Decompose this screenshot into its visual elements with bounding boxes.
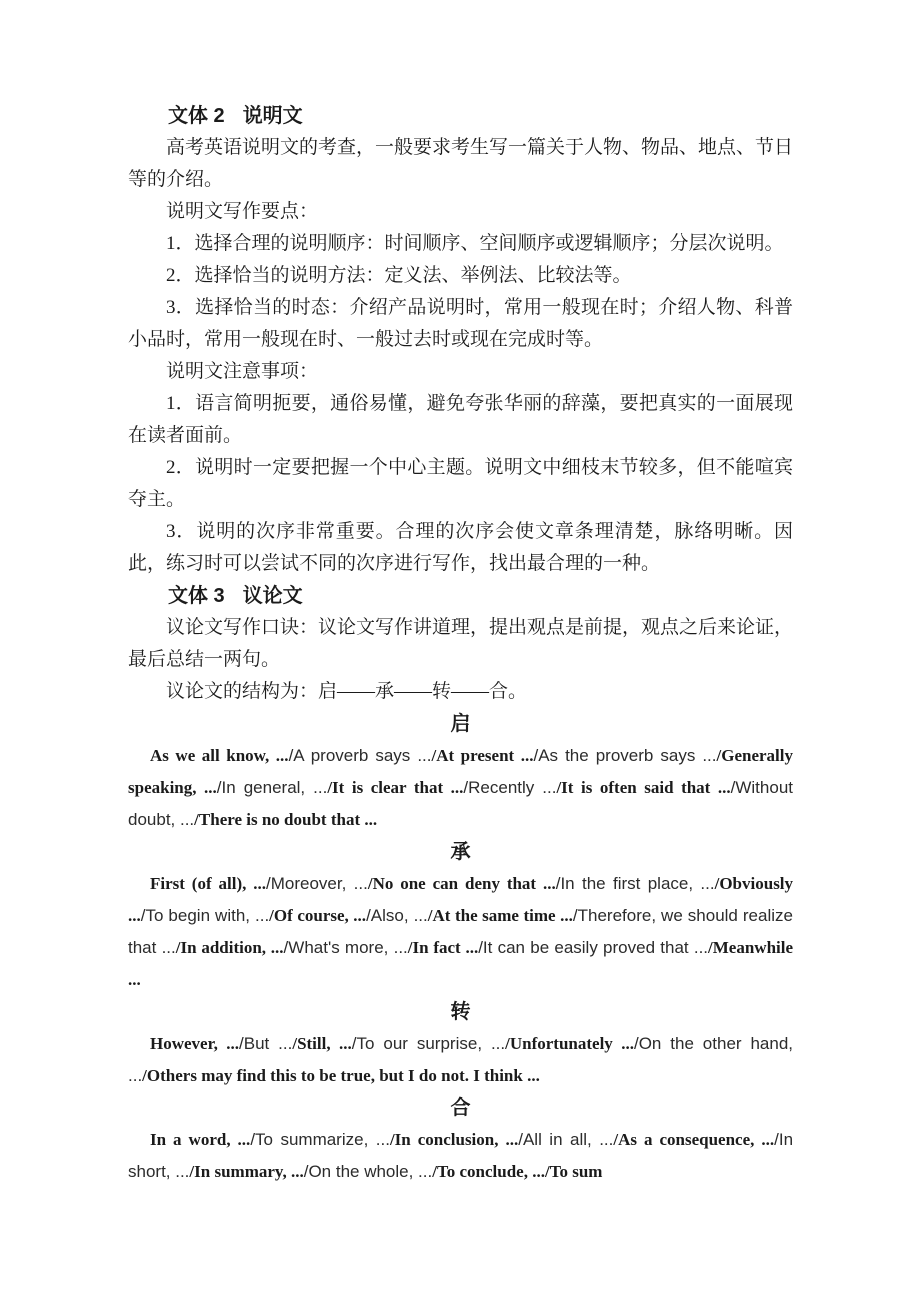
phrase-segment: /It can be easily proved that ...: [478, 938, 709, 957]
argumentative-heading-number: 文体 3: [168, 585, 225, 607]
phrase-segment: /Meanwhile ...: [128, 938, 794, 989]
expository-note-3: 3．说明的次序非常重要。合理的次序会使文章条理清楚，脉络明晰。因此，练习时可以尝试不同的次序进行写作，找出最合理的一种。: [128, 521, 793, 574]
phrase-segment: /On the whole, ...: [303, 1162, 433, 1181]
phrase-segment: /It is often said that ...: [556, 778, 731, 797]
phrase-segment: /It is clear that ...: [327, 778, 464, 797]
stage-phrases-cheng: [128, 868, 793, 996]
expository-heading: [128, 100, 793, 132]
phrase-segment: However, ...: [150, 1034, 240, 1053]
phrase-segment: /To our surprise, ...: [351, 1034, 506, 1053]
phrase-segment: /As the proverb says ...: [533, 746, 717, 765]
phrase-segment: /No one can deny that ...: [367, 874, 556, 893]
stage-block-cheng: [128, 836, 793, 996]
phrase-segment: /In conclusion, ...: [389, 1130, 519, 1149]
phrase-segment: In a word, ...: [150, 1130, 251, 1149]
argumentative-structure-paragraph: 议论文的结构为：启——承——转——合。: [166, 681, 528, 702]
phrase-segment: /But ...: [239, 1034, 293, 1053]
stage-title-cheng: 承: [450, 841, 471, 863]
stage-block-qi: [128, 708, 793, 836]
phrase-segment: /In general, ...: [216, 778, 328, 797]
phrase-segment: /There is no doubt that ...: [194, 810, 378, 829]
expository-point-3: 3．选择恰当的时态：介绍产品说明时，常用一般现在时；介绍人物、科普小品时，常用一般现在时、一般过去时或现在完成时等。: [128, 297, 793, 350]
phrase-segment: /To conclude, ...: [432, 1162, 545, 1181]
expository-note-2: 2．说明时一定要把握一个中心主题。说明文中细枝末节较多，但不能喧宾夺主。: [128, 457, 793, 510]
phrase-segment: /To begin with, ...: [140, 906, 270, 925]
phrase-segment: /At present ...: [431, 746, 534, 765]
phrase-segment: As we all know, ...: [150, 746, 289, 765]
stage-phrases-zhuan: [128, 1028, 793, 1092]
expository-point-1: 1．选择合理的说明顺序：时间顺序、空间顺序或逻辑顺序；分层次说明。: [166, 233, 784, 254]
expository-heading-title: 说明文: [242, 105, 303, 127]
phrase-segment: /Without doubt, ...: [128, 778, 793, 829]
phrase-segment: /At the same time ...: [427, 906, 573, 925]
phrase-segment: /In short, ...: [128, 1130, 794, 1181]
phrase-segment: /Generally speaking, ...: [128, 746, 793, 797]
phrase-segment: /In the first place, ...: [555, 874, 715, 893]
phrase-segment: /What's more, ...: [283, 938, 408, 957]
stage-title-qi: 启: [450, 713, 471, 735]
section-expository: [128, 100, 793, 580]
phrase-segment: /In summary, ...: [189, 1162, 304, 1181]
argumentative-formula-paragraph: 议论文写作口诀：议论文写作讲道理，提出观点是前提，观点之后来论证，最后总结一两句。: [128, 617, 794, 670]
stage-title-he: 合: [450, 1097, 471, 1119]
stage-title-zhuan: 转: [450, 1001, 471, 1023]
phrase-segment: /To sum: [544, 1162, 603, 1181]
phrase-segment: /To summarize, ...: [250, 1130, 390, 1149]
phrase-segment: /In fact ...: [407, 938, 479, 957]
expository-intro-paragraph: 高考英语说明文的考查，一般要求考生写一篇关于人物、物品、地点、节日等的介绍。: [128, 137, 794, 190]
expository-points-title: 说明文写作要点：: [166, 201, 319, 222]
stage-phrases-qi: [128, 740, 793, 836]
phrase-segment: /Recently ...: [463, 778, 557, 797]
argumentative-heading-title: 议论文: [242, 585, 303, 607]
stage-phrases-he: [128, 1124, 793, 1188]
phrase-segment: /Still, ...: [292, 1034, 352, 1053]
expository-point-2: 2．选择恰当的说明方法：定义法、举例法、比较法等。: [166, 265, 632, 286]
expository-heading-number: 文体 2: [168, 105, 225, 127]
phrase-segment: /Obviously ...: [128, 874, 794, 925]
phrase-segment: /A proverb says ...: [288, 746, 432, 765]
expository-notes-title: 说明文注意事项：: [166, 361, 319, 382]
phrase-segment: /Therefore, we should realize that ...: [128, 906, 793, 957]
phrase-segment: /All in all, ...: [518, 1130, 614, 1149]
phrase-segment: /On the other hand, ...: [128, 1034, 794, 1085]
stage-block-he: [128, 1092, 793, 1188]
phrase-segment: /In addition, ...: [175, 938, 284, 957]
stage-block-zhuan: [128, 996, 793, 1092]
section-argumentative: [128, 580, 793, 1188]
expository-note-1: 1．语言简明扼要，通俗易懂，避免夸张华丽的辞藻，要把真实的一面展现在读者面前。: [128, 393, 793, 446]
argumentative-heading: [128, 580, 793, 612]
phrase-segment: /Moreover, ...: [266, 874, 368, 893]
phrase-segment: /As a consequence, ...: [613, 1130, 775, 1149]
phrase-segment: /Also, ...: [366, 906, 428, 925]
phrase-segment: /Unfortunately ...: [505, 1034, 634, 1053]
phrase-segment: /Of course, ...: [269, 906, 367, 925]
phrase-segment: First (of all), ...: [150, 874, 266, 893]
phrase-segment: /Others may find this to be true, but I do not. I think ...: [142, 1066, 540, 1085]
